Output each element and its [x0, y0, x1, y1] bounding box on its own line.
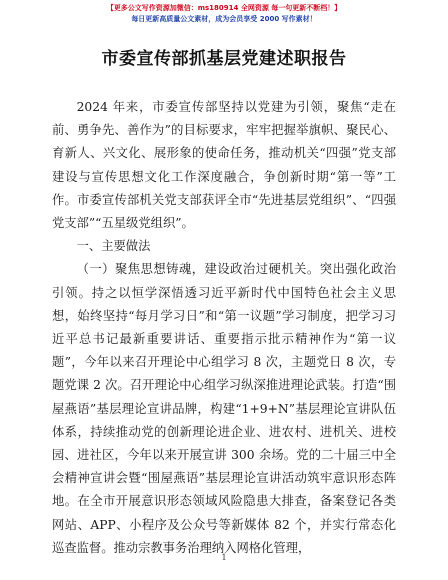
intro-paragraph: 2024 年来，市委宣传部坚持以党建为引领，聚焦“走在前、勇争先、善作为”的目标要求，牢牢把握举旗帜、聚民心、育新人、兴文化、展形象的使命任务，推动机关“四强”党支部建设与宣传思想文化工作深度融合，争创新时期“第一等”工作。市委宣传部机关党支部获评全市“先进基层党组织”、“四强党支部”“五星级党组织”。 — [52, 100, 396, 231]
document-title: 市委宣传部抓基层党建述职报告 — [101, 49, 347, 69]
page-number: 1 — [221, 553, 227, 562]
document-body — [52, 96, 396, 560]
promo-banner — [0, 3, 448, 25]
promo-banner-line-2: 每日更新高质量公文素材，成为会员享受 2000 写作素材！ — [131, 15, 317, 23]
body-paragraph: （一）聚焦思想铸魂，建设政治过硬机关。突出强化政治引领。持之以恒学深悟透习近平新时代中国特色社会主义思想，始终坚持“每月学习日”和“第一议题”学习制度，把学习习近平总书记最新重要讲话、重要指示批示精神作为“第一议题”，今年以来召开理论中心组学习 8 次，主题党日 8 次，专题党课 2 次。召开理论中心组学习纵深推进理论武装。打造“围屋燕语”基层理论宣讲品牌，构建“1+9+N”基层理论宣讲队伍体系，持续推动党的创新理论进企业、进农村、进机关、进校园、进社区，今年以来开展宣讲 300 余场。党的二十届三中全会精神宣讲会暨“围屋燕语”基层理论宣讲活动筑牢意识形态阵地。在全市开展意识形态领域风险隐患大排查，备案登记各类网站、APP、小程序及公众号等新媒体 82 个，并实行常态化巡查监督。推动宗教事务治理纳入网格化管理， — [52, 262, 396, 555]
promo-banner-line-1: 【更多公文写作资源加微信：ms180914 全网资源 每一句更新不断档！】 — [106, 4, 342, 12]
section-heading: 一、主要做法 — [76, 239, 151, 254]
